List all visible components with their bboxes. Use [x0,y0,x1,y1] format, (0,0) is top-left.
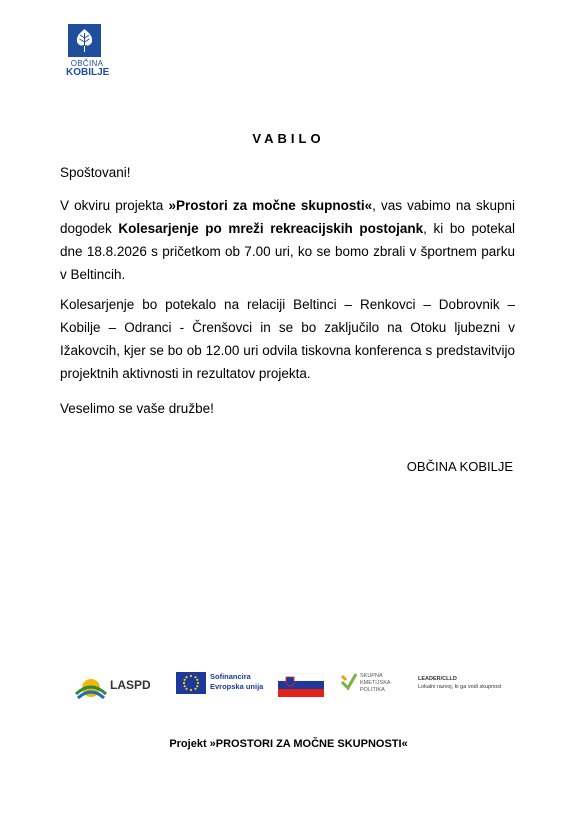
logo-subtitle: OBČINA [70,59,104,68]
greeting: Spoštovani! [60,165,131,180]
eu-cofunded-logo [176,672,272,698]
partner-logos [70,668,510,704]
eu-flag-icon [176,672,206,694]
logo-title: KOBILJE [66,67,110,78]
leaf-icon [68,24,101,57]
laspd-text: LASPD [110,678,151,692]
leader-text-line2: Lokalni razvoj, ki ga vodi skupnost [418,684,502,690]
eu-text-line2: Evropska unija [210,682,264,691]
laspd-logo [74,672,156,700]
paragraph-invitation [60,194,515,286]
skp-logo [340,670,402,702]
skp-emblem-icon [340,670,358,692]
laspd-emblem-icon [74,672,108,700]
leader-logo [418,675,510,699]
skp-text [360,673,391,694]
paragraph-intro: V okviru projekta [60,198,169,213]
event-name: Kolesarjenje po mreži rekreacijskih postojank [118,221,424,236]
paragraph-middle: , vas vabimo na skupni dogodek [60,198,516,236]
slovenia-flag-icon [278,673,324,697]
kobilje-logo [66,20,110,80]
footer-project-line: Projekt »PROSTORI ZA MOČNE SKUPNOSTI« [169,738,408,750]
closing-line: Veselimo se vaše družbe! [60,401,214,416]
skp-text-line3: POLITIKA [360,687,385,693]
eu-text [210,672,263,692]
paragraph-route: Kolesarjenje bo potekalo na relaciji Beltinci – Renkovci – Dobrovnik – Kobilje – Odranci - Črenšovci in se bo zaključilo na Otoku ljubezni v Ižakovcih, kjer se bo ob 12.00 uri odvila tiskovna konferenca s predstavitvijo projektnih aktivnosti in rezultatov projekta. [60,297,515,381]
signature: OBČINA KOBILJE [406,459,513,474]
skp-text-line2: KMETIJSKA [360,680,391,686]
project-name: »Prostori za močne skupnosti« [168,198,373,213]
eu-text-line1: Sofinancira [210,672,251,681]
skp-text-line1: SKUPNA [360,673,383,679]
paragraph-rest: , ki bo potekal dne 18.8.2026 s pričetkom ob 7.00 uri, ko se bomo zbrali v športnem parku v Beltincih. [60,221,515,282]
leader-text-line1: LEADER/CLLD [418,676,457,682]
document-title: VABILO [252,131,325,146]
